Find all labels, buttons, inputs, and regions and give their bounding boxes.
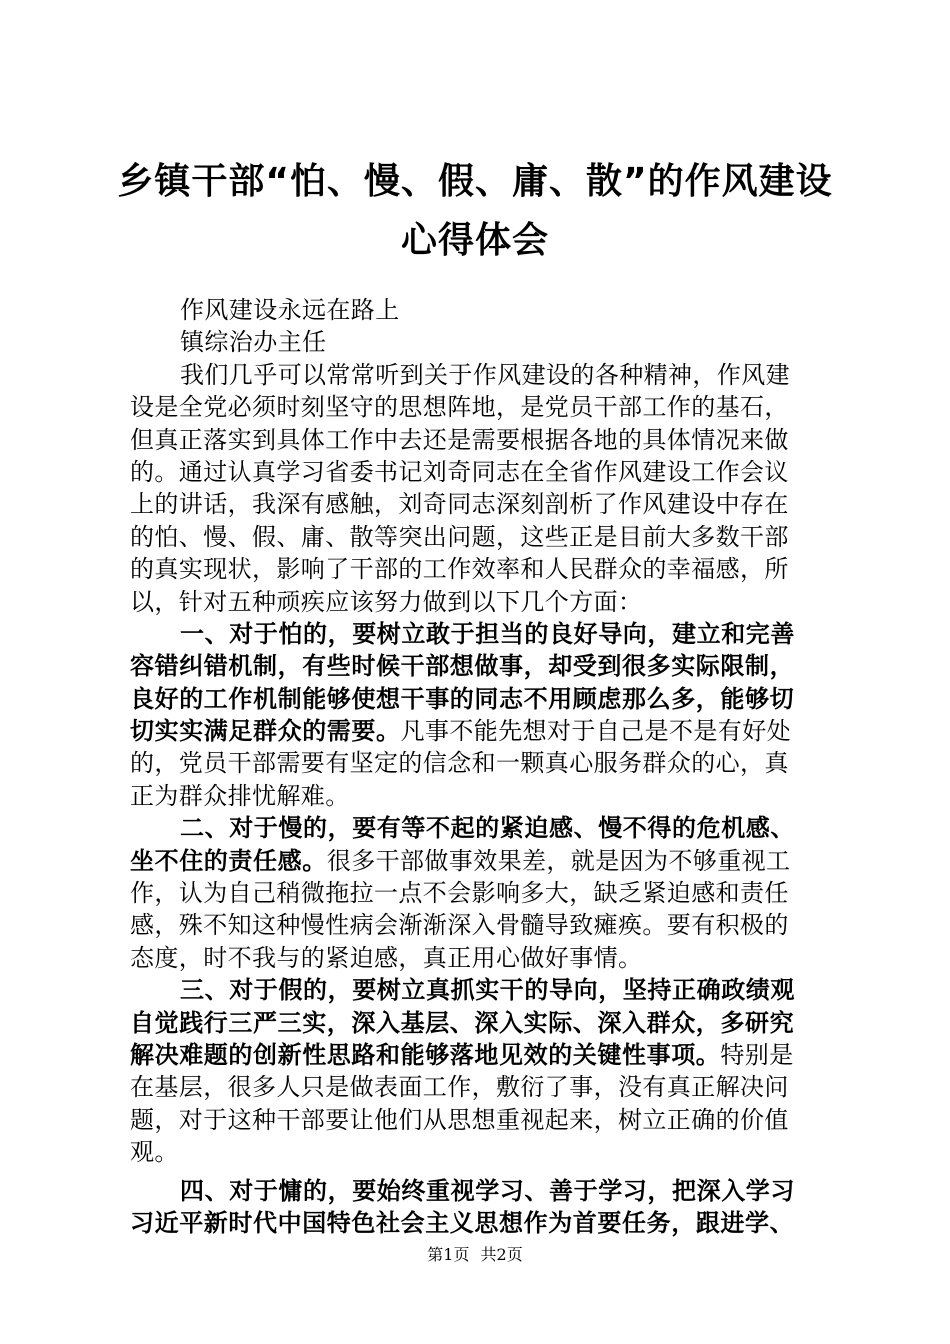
section1-heading-line: 容错纠错机制，有些时候干部想做事，却受到很多实际限制，: [130, 652, 795, 681]
section3-heading-line: 三、对于假的，要树立真抓实干的导向，坚持正确政绩观: [180, 976, 795, 1005]
section3-body-line: 在基层，很多人只是做表面工作，敷衍了事，没有真正解决问: [130, 1073, 789, 1102]
document-body: [130, 294, 830, 1239]
intro-line: 的怕、慢、假、庸、散等突出问题，这些正是目前大多数干部: [130, 522, 789, 551]
document-title-line1: 乡镇干部“怕、慢、假、庸、散”的作风建设: [117, 161, 833, 202]
section2-body-line: 作，认为自己稍微拖拉一点不会影响多大，缺乏紧迫感和责任: [130, 879, 789, 908]
section3-normal-segment: 特别是: [720, 1040, 794, 1069]
section1-mixed-line: [130, 715, 830, 747]
intro-line: 上的讲话，我深有感触，刘奇同志深刻剖析了作风建设中存在: [130, 490, 789, 519]
document-title-line2: 心得体会: [400, 220, 549, 261]
subtitle: 作风建设永远在路上: [180, 296, 400, 324]
section1-body-line: 的，党员干部需要有坚定的信念和一颗真心服务群众的心，真: [130, 749, 789, 778]
section3-heading-line: 自觉践行三严三实，深入基层、深入实际、深入群众，多研究: [130, 1008, 795, 1037]
section3-body-line: 题，对于这种干部要让他们从思想重视起来，树立正确的价值: [130, 1105, 789, 1134]
section2-bold-segment: 坐不住的责任感。: [130, 846, 327, 875]
intro-line: 的。通过认真学习省委书记刘奇同志在全省作风建设工作会议: [130, 457, 789, 486]
section1-body-line: 正为群众排忧解难。: [130, 781, 350, 810]
section2-body-line: 感，殊不知这种慢性病会渐渐深入骨髓导致瘫痪。要有积极的: [130, 911, 789, 940]
section3-mixed-line: [130, 1039, 830, 1071]
section2-mixed-line: [130, 845, 830, 877]
author-role: 镇综治办主任: [180, 328, 327, 357]
section1-normal-segment: 凡事不能先想对于自己是不是有好处: [400, 717, 792, 746]
page-footer: [0, 1245, 950, 1265]
section4-heading-line: 习近平新时代中国特色社会主义思想作为首要任务，跟进学、: [130, 1208, 795, 1237]
section2-heading-line: 二、对于慢的，要有等不起的紧迫感、慢不得的危机感、: [180, 814, 795, 843]
page-total: 共2页: [480, 1245, 523, 1264]
section1-heading-line: 一、对于怕的，要树立敢于担当的良好导向，建立和完善: [180, 619, 795, 648]
section1-bold-segment: 切实实满足群众的需要。: [130, 717, 401, 746]
section4-heading-line: 四、对于慵的，要始终重视学习、善于学习，把深入学习: [180, 1176, 795, 1205]
section1-heading-line: 良好的工作机制能够使想干事的同志不用顾虑那么多，能够切: [130, 684, 795, 713]
section2-body-line: 态度，时不我与的紧迫感，真正用心做好事情。: [130, 943, 643, 972]
intro-line: 的真实现状，影响了干部的工作效率和人民群众的幸福感，所: [130, 555, 789, 584]
section3-body-line: 观。: [130, 1138, 179, 1167]
section3-bold-segment: 解决难题的创新性思路和能够落地见效的关键性事项。: [130, 1040, 721, 1069]
page-number: 第1页: [427, 1245, 470, 1264]
intro-line: 以，针对五种顽疾应该努力做到以下几个方面：: [130, 587, 643, 616]
intro-line: 我们几乎可以常常听到关于作风建设的各种精神，作风建: [180, 360, 790, 389]
intro-line: 但真正落实到具体工作中去还是需要根据各地的具体情况来做: [130, 425, 789, 454]
section2-normal-segment: 很多干部做事效果差，就是因为不够重视工: [326, 846, 791, 875]
intro-line: 设是全党必须时刻坚守的思想阵地，是党员干部工作的基石，: [130, 393, 789, 422]
